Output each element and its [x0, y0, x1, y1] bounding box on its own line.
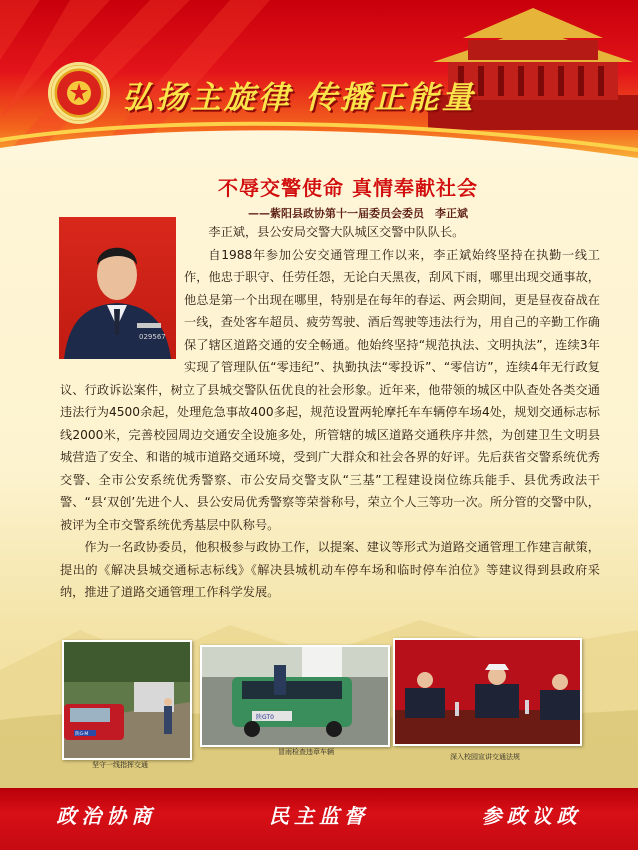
license-plate: 陕G·M: [75, 732, 89, 737]
article-title: 不辱交警使命 真情奉献社会: [218, 176, 478, 200]
article-paragraph: 李正斌，县公安局交警大队城区交警中队队长。: [208, 225, 465, 239]
footer-slogan-consultation: 政治协商: [56, 804, 157, 828]
footer-slogan-participation: 参政议政: [481, 804, 582, 828]
article-byline: ——紫阳县政协第十一届委员会委员 李正斌: [248, 207, 468, 220]
photo-caption: 冒雨检查违章车辆: [278, 748, 334, 756]
footer-slogans: [0, 800, 638, 829]
portrait-spacer: [60, 221, 184, 361]
photo-vehicle-inspection: [200, 645, 390, 747]
article-body: [60, 221, 600, 604]
footer-slogan-supervision: 民主监督: [268, 804, 369, 828]
header-banner: [0, 0, 638, 160]
photo-caption: 深入校园宣讲交通法规: [450, 753, 520, 761]
photo-caption: 坚守一线指挥交通: [92, 761, 148, 769]
header-wave-decoration: [0, 118, 638, 160]
header-slogan: 弘扬主旋律 传播正能量: [122, 80, 476, 116]
photo-traffic-direction: [62, 640, 192, 760]
article-paragraph: 作为一名政协委员，他积极参与政协工作，以提案、建议等形式为道路交通管理工作建言献策，提出的《解决县城交通标志标线》《解决县城机动车停车场和临时停车泊位》等建议得到县政府采纳，推进了道路交通管理工作科学发展。: [60, 540, 600, 599]
license-plate: 陕GT0: [256, 714, 274, 721]
police-badge-number: 029567: [139, 333, 166, 341]
photo-campus-lecture: [393, 638, 582, 746]
article-paragraph: 自1988年参加公安交通管理工作以来，李正斌始终坚持在执勤一线工作，他忠于职守、任劳任怨，无论白天黑夜，刮风下雨，哪里出现交通事故，他总是第一个出现在哪里，特别是在每年的春运、两会期间，更是昼夜奋战在一线，查处客车超员、疲劳驾驶、酒后驾驶等违法行为，用自己的辛勤工作确保了辖区道路交通的安全畅通。他始终坚持“规范执法、文明执法”，连续3年实现了管理队伍“零违纪”、执勤执法“零投诉”、“零信访”，连续4年无行政复议、行政诉讼案件，树立了县城交警队伍优良的社会形象。近年来，他带领的城区中队查处各类交通违法行为4500余起，处理危急事故400多起，规范设置两轮摩托车车辆停车场4处，规划交通标志标线2000米，完善校园周边交通安全设施多处，所管辖的城区道路交通秩序井然，为创建卫生文明县城营造了安全、和谐的城市道路交通环境，受到广大群众和社会各界的好评。先后获省交警系统优秀交警、全市公安系统优秀警察、市公安局交警支队“三基”工程建设岗位练兵能手、县优秀政法干警、“县‘双创’先进个人、县公安局优秀警察等荣誉称号，荣立个人三等功一次。所分管的交警中队，被评为全市交警系统优秀基层中队称号。: [60, 247, 600, 532]
cppcc-emblem-icon: [48, 62, 110, 124]
